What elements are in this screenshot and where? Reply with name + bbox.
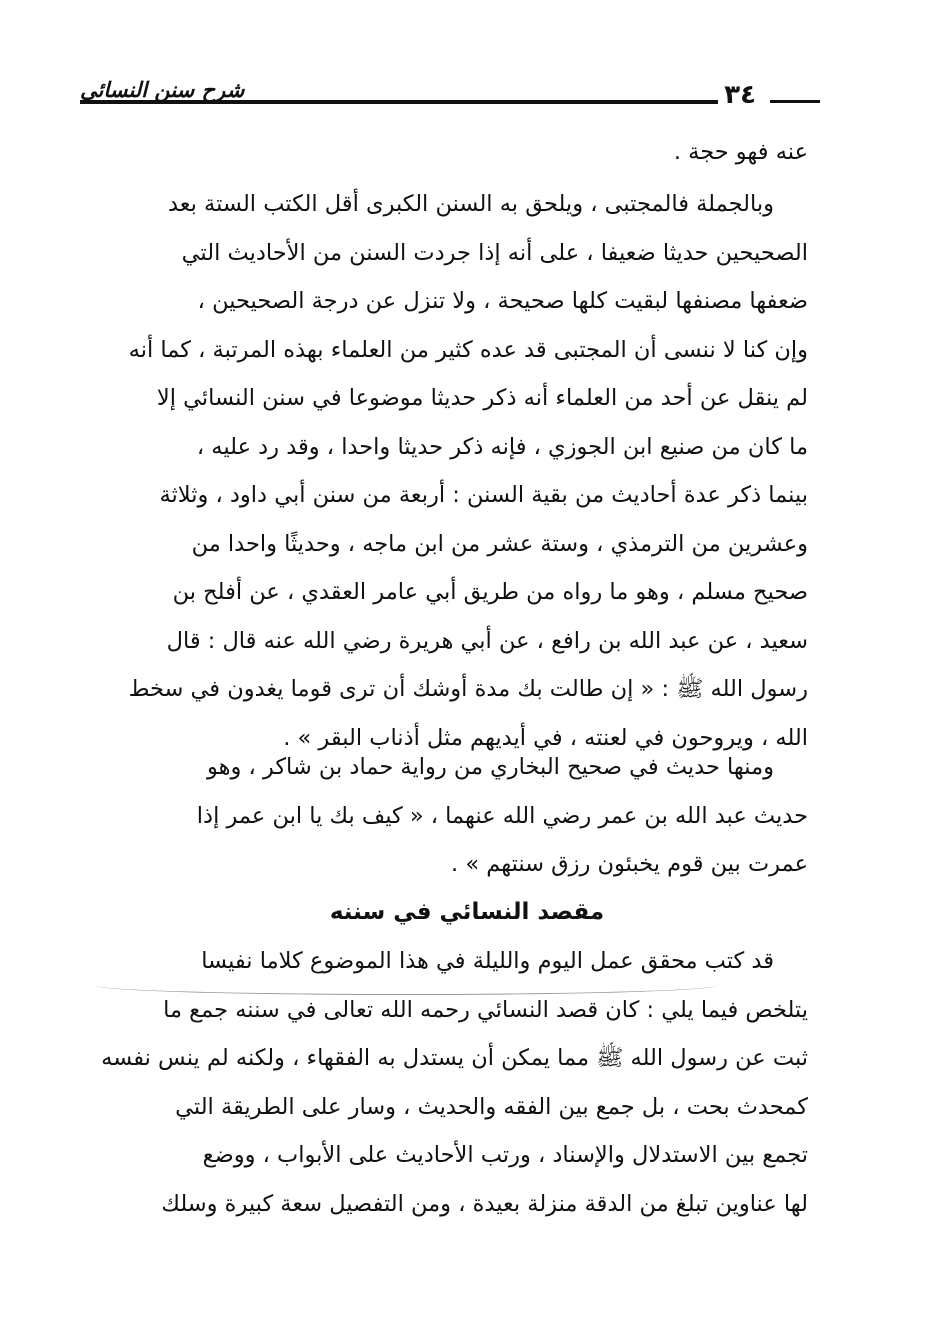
text-line: صحيح مسلم ، وهو ما رواه من طريق أبي عامر العقدي ، عن أفلح بن	[172, 579, 808, 605]
header-rule-short	[770, 100, 820, 103]
running-title: شرح سنن النسائي	[80, 78, 245, 102]
text-line: لم ينقل عن أحد من العلماء أنه ذكر حديثا موضوعا في سنن النسائي إلا	[156, 385, 808, 411]
text-line: رسول الله ﷺ : « إن طالت بك مدة أوشك أن ترى قوما يغدون في سخط	[128, 676, 808, 702]
text-line: وعشرين من الترمذي ، وستة عشر من ابن ماجه ، وحديثًا واحدا من	[191, 530, 808, 557]
page-header	[80, 60, 820, 120]
text-line: كمحدث بحت ، بل جمع بين الفقه والحديث ، وسار على الطريقة التي	[175, 1093, 808, 1120]
text-line: عمرت بين قوم يخبئون رزق سنتهم » .	[451, 851, 808, 877]
text-line: ضعفها مصنفها لبقيت كلها صحيحة ، ولا تنزل عن درجة الصحيحين ،	[197, 288, 808, 314]
text-line: وإن كنا لا ننسى أن المجتبى قد عده كثير من العلماء بهذه المرتبة ، كما أنه	[128, 336, 808, 363]
page-number: ٣٤	[718, 80, 762, 110]
paragraph-3	[96, 743, 808, 889]
section-heading: مقصد النسائي في سننه	[329, 899, 605, 925]
text-line: قد كتب محقق عمل اليوم والليلة في هذا الموضوع كلاما نفيسا	[201, 948, 774, 974]
text-line: يتلخص فيما يلي : كان قصد النسائي رحمه الله تعالى في سننه جمع ما	[163, 996, 808, 1023]
paragraph-1	[96, 128, 808, 177]
text-line: حديث عبد الله بن عمر رضي الله عنهما ، « كيف بك يا ابن عمر إذا	[196, 802, 808, 829]
text-line: ثبت عن رسول الله ﷺ مما يمكن أن يستدل به الفقهاء ، ولكنه لم ينس نفسه	[101, 1045, 808, 1071]
text-line: تجمع بين الاستدلال والإسناد ، ورتب الأحاديث على الأبواب ، ووضع	[202, 1142, 808, 1168]
text-line: الله ، ويروحون في لعنته ، في أيديهم مثل أذناب البقر » .	[283, 724, 808, 751]
text-line: بينما ذكر عدة أحاديث من بقية السنن : أربعة من سنن أبي داود ، وثلاثة	[159, 482, 808, 508]
text-line: ما كان من صنيع ابن الجوزي ، فإنه ذكر حديثا واحدا ، وقد رد عليه ،	[196, 433, 808, 460]
header-rule	[80, 100, 732, 104]
text-line: لها عناوين تبلغ من الدقة منزلة بعيدة ، ومن التفصيل سعة كبيرة وسلك	[161, 1190, 808, 1217]
paragraph-2	[96, 180, 808, 762]
text-line: عنه فهو حجة .	[673, 139, 808, 165]
text-line: وبالجملة فالمجتبى ، ويلحق به السنن الكبرى أقل الكتب الستة بعد	[167, 191, 774, 217]
text-line: الصحيحين حديثا ضعيفا ، على أنه إذا جردت السنن من الأحاديث التي	[181, 239, 808, 266]
text-line: ومنها حديث في صحيح البخاري من رواية حماد بن شاكر ، وهو	[206, 754, 774, 780]
text-line: سعيد ، عن عبد الله بن رافع ، عن أبي هريرة رضي الله عنه قال : قال	[166, 627, 808, 654]
handwritten-underline	[96, 976, 716, 995]
